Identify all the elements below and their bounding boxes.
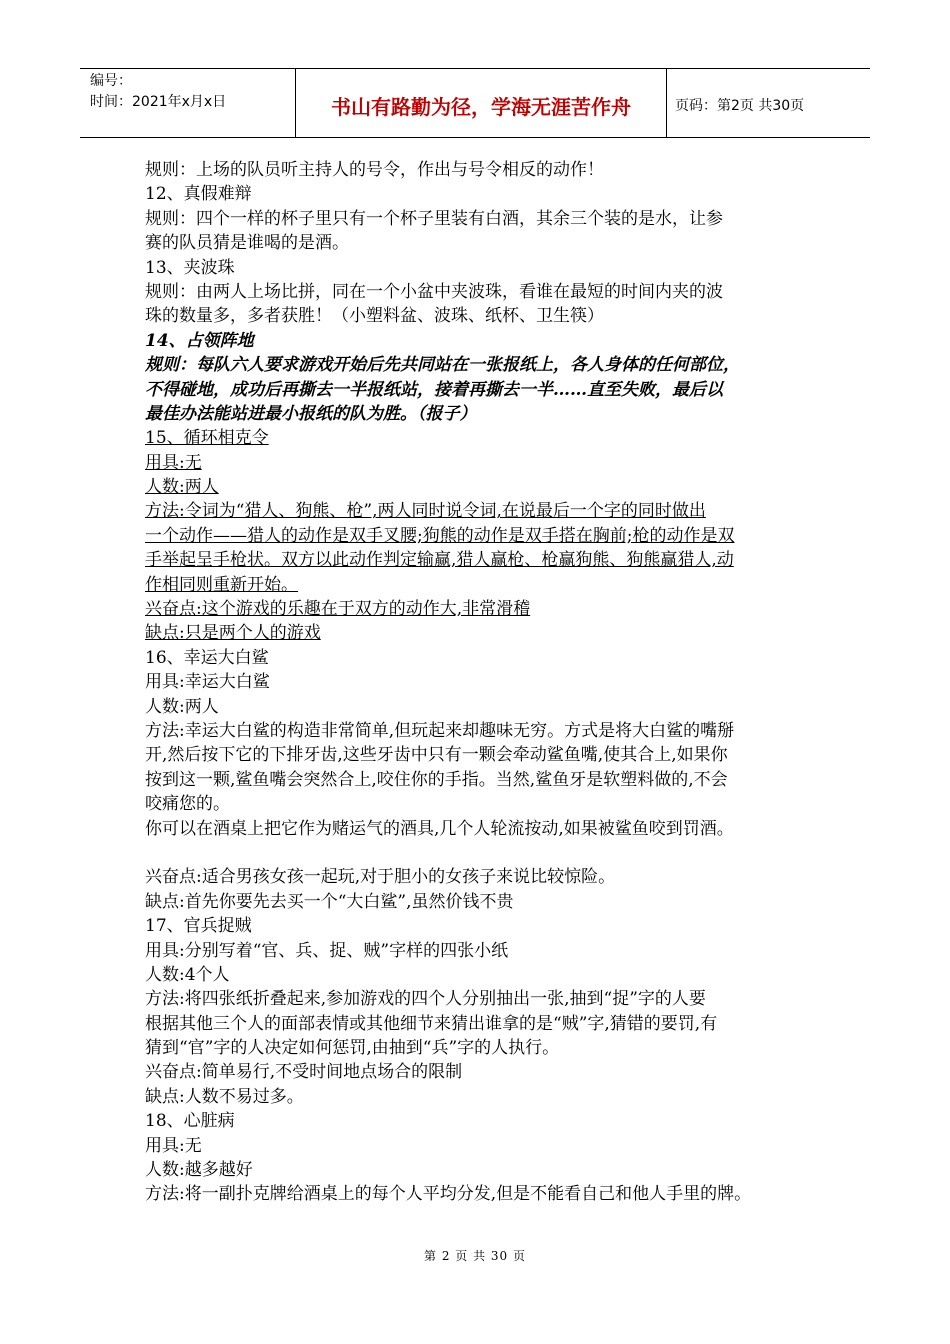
underlined-line: [145, 573, 817, 597]
underlined-line: [145, 475, 817, 499]
highlight-line: 兴奋点:简单易行,不受时间地点场合的限制: [145, 1062, 463, 1083]
underlined-line: [145, 499, 817, 523]
method-line: 开,然后按下它的下排牙齿,这些牙齿中只有一颗会牵动鲨鱼嘴,使其合上,如果你: [145, 745, 728, 766]
method-line: 手举起呈手枪状。双方以此动作判定输赢,猎人赢枪、枪赢狗熊、狗熊赢猎人,动: [145, 550, 734, 571]
players-line: 人数:越多越好: [145, 1160, 253, 1181]
drawback-line: 缺点:人数不易过多。: [145, 1086, 304, 1107]
method-line: 作相同则重新开始。: [145, 574, 298, 595]
tools-line: 用具:分别写着“官、兵、捉、贼”字样的四张小纸: [145, 940, 509, 961]
method-line: 方法:将一副扑克牌给酒桌上的每个人平均分发,但是不能看自己和他人手里的牌。: [145, 1184, 752, 1205]
underlined-line: [145, 548, 817, 572]
section-heading: 12、真假难辩: [145, 184, 252, 205]
underlined-line: [145, 451, 817, 475]
section-heading: 16、幸运大白鲨: [145, 647, 269, 668]
tools-line: 用具:无: [145, 1135, 202, 1156]
underlined-line: [145, 426, 817, 450]
drawback-line: 缺点:首先你要先去买一个“大白鲨”,虽然价钱不贵: [145, 891, 514, 912]
document-body: [145, 158, 817, 1207]
page-header: [80, 68, 870, 138]
rule-line: 规则：四个一样的杯子里只有一个杯子里装有白酒，其余三个装的是水，让参: [145, 208, 723, 229]
method-line: 方法:将四张纸折叠起来,参加游戏的四个人分别抽出一张,抽到“捉”字的人要: [145, 989, 706, 1010]
rule-line: 赛的队员猜是谁喝的是酒。: [145, 233, 349, 254]
drawback-line: 缺点:只是两个人的游戏: [145, 623, 321, 644]
rule-line-emphasis: 最佳办法能站进最小报纸的队为胜。（报子）: [145, 403, 477, 424]
method-line: 猜到“官”字的人决定如何惩罚,由抽到“兵”字的人执行。: [145, 1038, 560, 1059]
method-line: 方法:幸运大白鲨的构造非常简单,但玩起来却趣味无穷。方式是将大白鲨的嘴掰: [145, 720, 735, 741]
page-footer: 第 2 页 共 30 页: [424, 1249, 526, 1263]
method-line: 根据其他三个人的面部表情或其他细节来猜出谁拿的是“贼”字,猜错的要罚,有: [145, 1013, 718, 1034]
underlined-line: [145, 524, 817, 548]
tools-line: 用具:幸运大白鲨: [145, 672, 270, 693]
rule-line-emphasis: 规则：每队六人要求游戏开始后先共同站在一张报纸上，各人身体的任何部位，: [145, 355, 740, 376]
section-heading: 13、夹波珠: [145, 257, 235, 278]
underlined-line: [145, 597, 817, 621]
players-line: 人数:两人: [145, 477, 219, 498]
rule-line: 珠的数量多，多者获胜！（小塑料盆、波珠、纸杯、卫生筷）: [145, 306, 604, 327]
method-line: 一个动作——猎人的动作是双手叉腰;狗熊的动作是双手搭在胸前;枪的动作是双: [145, 525, 735, 546]
method-line: 方法:令词为“猎人、狗熊、枪”,两人同时说令词,在说最后一个字的同时做出: [145, 501, 706, 522]
highlight-line: 兴奋点:这个游戏的乐趣在于双方的动作大,非常滑稽: [145, 599, 531, 620]
underlined-line: [145, 621, 817, 645]
players-line: 人数:两人: [145, 696, 219, 717]
section-heading: 15、循环相克令: [145, 428, 269, 449]
tools-line: 用具:无: [145, 452, 202, 473]
header-page-info: 页码：第2页 共30页: [675, 98, 805, 114]
rule-line: 规则：由两人上场比拼，同在一个小盆中夹波珠，看谁在最短的时间内夹的波: [145, 281, 723, 302]
method-line: 咬痛您的。: [145, 794, 230, 815]
rule-line: 规则：上场的队员听主持人的号令，作出与号令相反的动作！: [145, 160, 604, 180]
document-number: 编号：: [90, 73, 132, 89]
header-motto: 书山有路勤为径，学海无涯苦作舟: [296, 69, 667, 137]
players-line: 人数:4个人: [145, 964, 230, 985]
blank-line: [145, 841, 817, 865]
section-heading-emphasis: 14、占领阵地: [145, 330, 254, 351]
highlight-line: 兴奋点:适合男孩女孩一起玩,对于胆小的女孩子来说比较惊险。: [145, 867, 616, 888]
document-date: 时间：2021年x月x日: [90, 94, 227, 110]
method-line: 按到这一颗,鲨鱼嘴会突然合上,咬住你的手指。当然,鲨鱼牙是软塑料做的,不会: [145, 769, 728, 790]
section-heading: 17、官兵捉贼: [145, 916, 252, 937]
section-heading: 18、心脏病: [145, 1111, 235, 1132]
header-meta: [80, 69, 296, 137]
method-line: 你可以在酒桌上把它作为赌运气的酒具,几个人轮流按动,如果被鲨鱼咬到罚酒。: [145, 818, 734, 839]
rule-line-emphasis: 不得碰地，成功后再撕去一半报纸站，接着再撕去一半……直至失败，最后以: [145, 379, 723, 400]
